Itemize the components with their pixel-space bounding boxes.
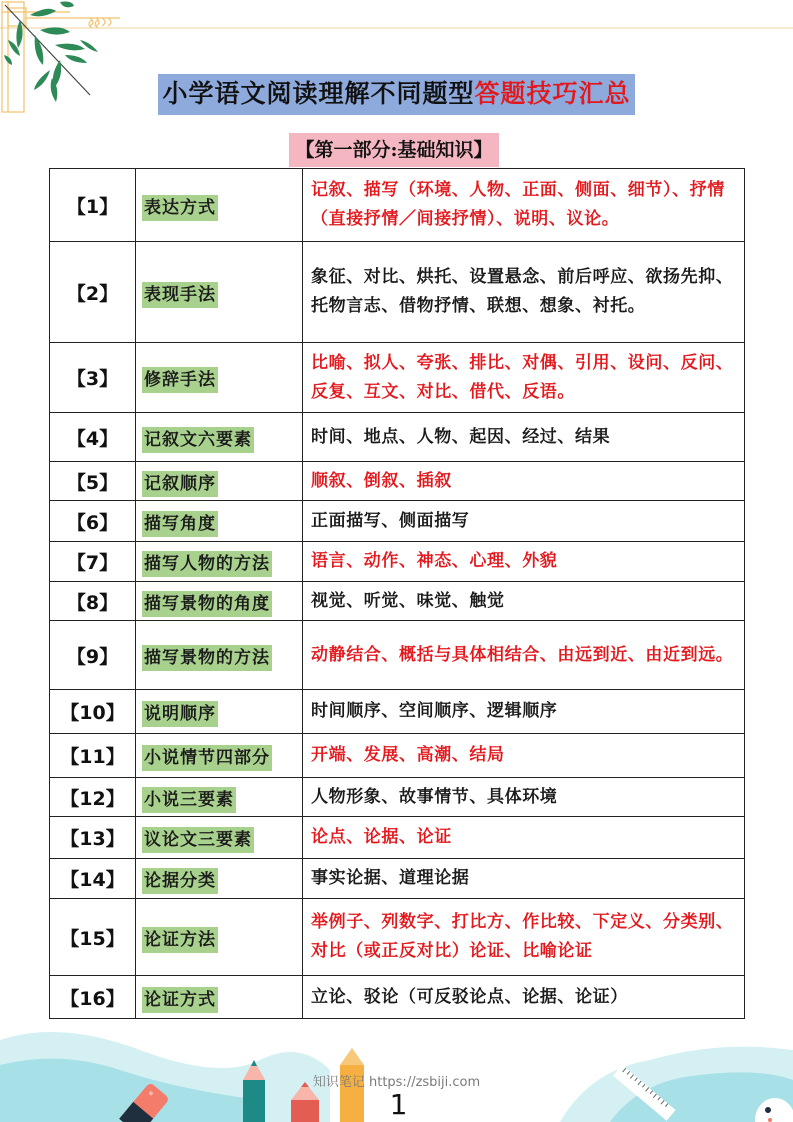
term-cell (136, 690, 303, 734)
page-title (158, 74, 634, 115)
table-row (50, 462, 745, 501)
table-row (50, 582, 745, 621)
description-cell: 语言、动作、神态、心理、外貌 (303, 542, 745, 582)
term-label: 小说情节四部分 (142, 745, 272, 771)
description-cell: 开端、发展、高潮、结局 (303, 734, 745, 778)
term-cell (136, 462, 303, 501)
row-number: 【1】 (50, 169, 136, 242)
table-row (50, 817, 745, 859)
table-row (50, 343, 745, 413)
watermark-text: 知识笔记 https://zsbiji.com (312, 1075, 481, 1090)
term-label: 表达方式 (142, 195, 218, 221)
term-label: 描写景物的角度 (142, 591, 272, 617)
title-container (0, 74, 793, 115)
term-cell (136, 859, 303, 899)
term-cell (136, 734, 303, 778)
row-number: 【15】 (50, 899, 136, 976)
title-main-text: 小学语文阅读理解不同题型 (162, 79, 475, 108)
table-row (50, 899, 745, 976)
row-number: 【12】 (50, 778, 136, 817)
row-number: 【4】 (50, 413, 136, 462)
term-cell (136, 778, 303, 817)
description-cell: 论点、论据、论证 (303, 817, 745, 859)
term-cell (136, 169, 303, 242)
term-cell (136, 501, 303, 542)
description-cell: 正面描写、侧面描写 (303, 501, 745, 542)
term-label: 记叙顺序 (142, 471, 218, 497)
table-row (50, 690, 745, 734)
row-number: 【6】 (50, 501, 136, 542)
description-cell: 视觉、听觉、味觉、触觉 (303, 582, 745, 621)
term-label: 描写人物的方法 (142, 551, 272, 577)
term-label: 描写景物的方法 (142, 645, 272, 671)
row-number: 【11】 (50, 734, 136, 778)
table-row (50, 413, 745, 462)
term-cell (136, 582, 303, 621)
row-number: 【9】 (50, 621, 136, 690)
knowledge-table (49, 168, 745, 1019)
table-row (50, 242, 745, 343)
term-label: 说明顺序 (142, 701, 218, 727)
row-number: 【2】 (50, 242, 136, 343)
term-cell (136, 413, 303, 462)
row-number: 【3】 (50, 343, 136, 413)
term-label: 论证方式 (142, 987, 218, 1013)
section-heading-container (0, 133, 793, 167)
term-cell (136, 976, 303, 1019)
description-cell: 事实论据、道理论据 (303, 859, 745, 899)
row-number: 【8】 (50, 582, 136, 621)
description-cell: 动静结合、概括与具体相结合、由远到近、由近到远。 (303, 621, 745, 690)
description-cell: 比喻、拟人、夸张、排比、对偶、引用、设问、反问、反复、互文、对比、借代、反语。 (303, 343, 745, 413)
row-number: 【10】 (50, 690, 136, 734)
term-cell (136, 899, 303, 976)
table-row (50, 859, 745, 899)
description-cell: 人物形象、故事情节、具体环境 (303, 778, 745, 817)
row-number: 【5】 (50, 462, 136, 501)
title-accent-text: 答题技巧汇总 (474, 79, 631, 108)
description-cell: 记叙、描写（环境、人物、正面、侧面、细节）、抒情（直接抒情／间接抒情）、说明、议论。 (303, 169, 745, 242)
term-label: 描写角度 (142, 511, 218, 537)
section-heading: 【第一部分:基础知识】 (289, 133, 498, 167)
term-label: 记叙文六要素 (142, 427, 254, 453)
description-cell: 时间顺序、空间顺序、逻辑顺序 (303, 690, 745, 734)
row-number: 【14】 (50, 859, 136, 899)
term-cell (136, 817, 303, 859)
term-label: 表现手法 (142, 282, 218, 308)
term-label: 论据分类 (142, 868, 218, 894)
term-label: 论证方法 (142, 927, 218, 953)
table-row (50, 501, 745, 542)
term-label: 小说三要素 (142, 787, 236, 813)
table-row (50, 778, 745, 817)
row-number: 【7】 (50, 542, 136, 582)
table-row (50, 169, 745, 242)
row-number: 【13】 (50, 817, 136, 859)
term-cell (136, 621, 303, 690)
description-cell: 象征、对比、烘托、设置悬念、前后呼应、欲扬先抑、托物言志、借物抒情、联想、想象、衬托。 (303, 242, 745, 343)
description-cell: 举例子、列数字、打比方、作比较、下定义、分类别、对比（或正反对比）论证、比喻论证 (303, 899, 745, 976)
term-label: 修辞手法 (142, 367, 218, 393)
term-cell (136, 242, 303, 343)
term-cell (136, 542, 303, 582)
description-cell: 立论、驳论（可反驳论点、论据、论证） (303, 976, 745, 1019)
description-cell: 时间、地点、人物、起因、经过、结果 (303, 413, 745, 462)
term-cell (136, 343, 303, 413)
table-row (50, 542, 745, 582)
row-number: 【16】 (50, 976, 136, 1019)
table-row (50, 734, 745, 778)
table-row (50, 976, 745, 1019)
description-cell: 顺叙、倒叙、插叙 (303, 462, 745, 501)
page-number: 1 (389, 1088, 408, 1121)
table-row (50, 621, 745, 690)
term-label: 议论文三要素 (142, 827, 254, 853)
